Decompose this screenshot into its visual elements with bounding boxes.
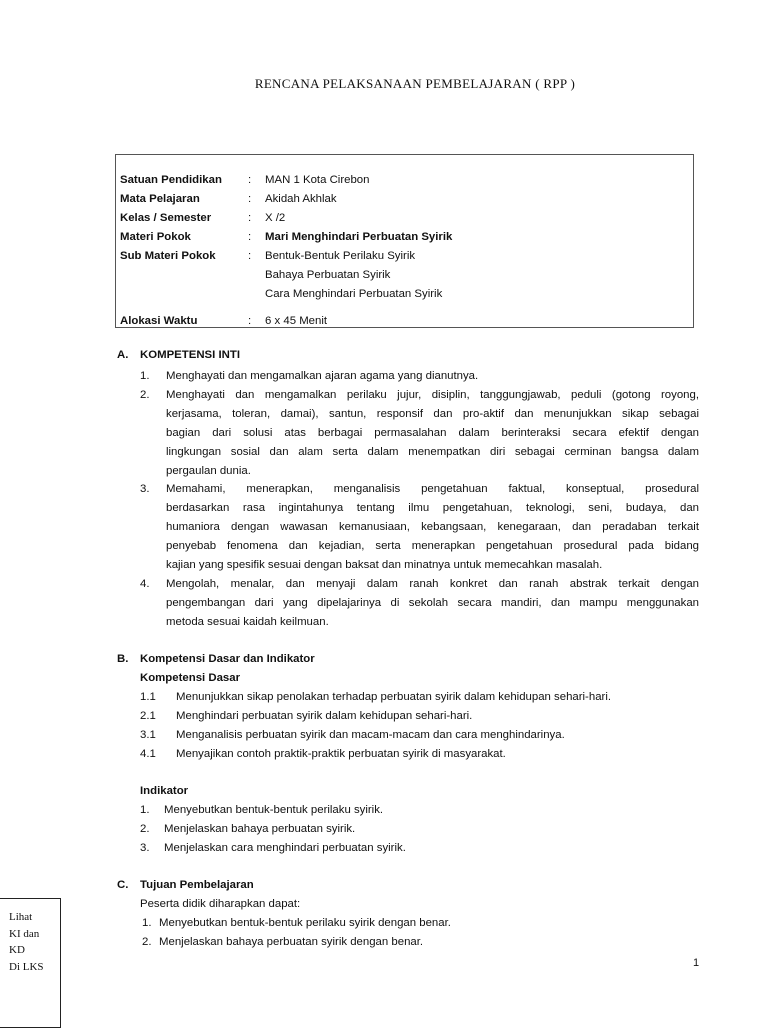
list-item: kerjasama, toleran, damai), santun, responsif dan pro-aktif dan menunjukkan sikap sebagai xyxy=(166,408,699,420)
kd-number: 1.1 xyxy=(140,691,156,703)
list-item: Mengolah, menalar, dan menyaji dalam ranah konkret dan ranah abstrak terkait dengan xyxy=(166,578,699,590)
info-value: 6 x 45 Menit xyxy=(265,315,328,327)
list-number: 3. xyxy=(140,483,150,495)
margin-note-line: Lihat xyxy=(9,911,33,923)
margin-note-line: Di LKS xyxy=(9,960,44,973)
kd-item: Menganalisis perbuatan syirik dan macam-macam dan cara menghindarinya. xyxy=(176,729,565,741)
indicator-number: 1. xyxy=(140,804,150,816)
objective-number: 1. xyxy=(142,917,152,929)
subsection-heading: Indikator xyxy=(140,785,189,797)
margin-note-line: KI dan xyxy=(9,927,40,940)
objective-number: 2. xyxy=(142,936,152,948)
info-colon: : xyxy=(248,250,252,262)
info-value: Akidah Akhlak xyxy=(265,193,337,205)
section-heading: Tujuan Pembelajaran xyxy=(140,879,254,891)
list-item: Menghayati dan mengamalkan ajaran agama yang dianutnya. xyxy=(166,370,479,382)
list-item: kajian yang spesifik sesuai dengan baksat dan minatnya untuk memecahkan masalah. xyxy=(166,559,603,571)
subsection-heading: Kompetensi Dasar xyxy=(140,672,241,684)
list-item: Memahami, menerapkan, menganalisis pengetahuan faktual, konseptual, prosedural xyxy=(166,483,699,495)
info-label: Materi Pokok xyxy=(120,231,191,243)
indicator-number: 3. xyxy=(140,842,150,854)
kd-number: 4.1 xyxy=(140,748,156,760)
info-colon: : xyxy=(248,212,252,224)
info-label: Mata Pelajaran xyxy=(120,193,200,205)
info-value: Mari Menghindari Perbuatan Syirik xyxy=(265,231,453,243)
kd-number: 3.1 xyxy=(140,729,156,741)
section-letter: B. xyxy=(117,653,129,665)
info-colon: : xyxy=(248,174,252,186)
indicator-item: Menjelaskan bahaya perbuatan syirik. xyxy=(164,823,356,835)
objective-item: Menyebutkan bentuk-bentuk perilaku syirik dengan benar. xyxy=(159,917,451,929)
info-value: Bahaya Perbuatan Syirik xyxy=(265,269,391,281)
document-title: RENCANA PELAKSANAAN PEMBELAJARAN ( RPP ) xyxy=(254,76,576,91)
list-item: Menghayati dan mengamalkan perilaku jujur, disiplin, tanggungjawab, peduli (gotong royong, xyxy=(166,389,699,401)
margin-note-line: KD xyxy=(9,944,25,956)
list-number: 1. xyxy=(140,370,150,382)
list-item: humaniora dengan wawasan kemanusiaan, kebangsaan, kenegaraan, dan peradaban terkait xyxy=(166,521,699,533)
info-colon: : xyxy=(248,315,252,327)
info-label: Sub Materi Pokok xyxy=(120,250,216,262)
info-label: Alokasi Waktu xyxy=(120,315,198,327)
list-item: berdasarkan rasa ingintahunya tentang ilmu pengetahuan, teknologi, seni, budaya, dan xyxy=(166,502,699,514)
list-number: 4. xyxy=(140,578,150,590)
indicator-item: Menyebutkan bentuk-bentuk perilaku syirik. xyxy=(164,804,384,816)
list-number: 2. xyxy=(140,389,150,401)
list-item: bagian dari solusi atas berbagai permasalahan dalam berinteraksi secara efektif dengan xyxy=(166,427,699,439)
list-item: metoda sesuai kaidah keilmuan. xyxy=(166,616,329,628)
kd-number: 2.1 xyxy=(140,710,156,722)
section-heading: Kompetensi Dasar dan Indikator xyxy=(140,653,315,665)
indicator-number: 2. xyxy=(140,823,150,835)
section-heading: KOMPETENSI INTI xyxy=(140,349,240,361)
info-label: Satuan Pendidikan xyxy=(120,174,222,186)
list-item: penyebab fenomena dan kejadian, serta menerapkan pengetahuan prosedural pada bidang xyxy=(166,540,699,552)
info-value: MAN 1 Kota Cirebon xyxy=(265,174,370,186)
margin-note-box xyxy=(0,898,61,1028)
kd-item: Menghindari perbuatan syirik dalam kehidupan sehari-hari. xyxy=(176,710,473,722)
kd-item: Menunjukkan sikap penolakan terhadap perbuatan syirik dalam kehidupan sehari-hari. xyxy=(176,691,612,703)
kd-item: Menyajikan contoh praktik-praktik perbuatan syirik di masyarakat. xyxy=(176,748,506,760)
section-intro: Peserta didik diharapkan dapat: xyxy=(140,898,301,910)
page-number: 1 xyxy=(693,957,700,969)
list-item: pergaulan dunia. xyxy=(166,465,251,477)
objective-item: Menjelaskan bahaya perbuatan syirik dengan benar. xyxy=(159,936,424,948)
identity-box xyxy=(115,154,694,328)
indicator-item: Menjelaskan cara menghindari perbuatan syirik. xyxy=(164,842,406,854)
info-colon: : xyxy=(248,193,252,205)
section-letter: A. xyxy=(117,349,129,361)
list-item: lingkungan sosial dan alam serta dalam menempatkan diri sebagai cerminan bangsa dalam xyxy=(166,446,699,458)
info-value: X /2 xyxy=(265,212,286,224)
info-colon: : xyxy=(248,231,252,243)
list-item: pengembangan dari yang dipelajarinya di sekolah secara mandiri, dan mampu menggunakan xyxy=(166,597,699,609)
section-letter: C. xyxy=(117,879,129,891)
info-value: Bentuk-Bentuk Perilaku Syirik xyxy=(265,250,416,262)
info-label: Kelas / Semester xyxy=(120,212,212,224)
info-value: Cara Menghindari Perbuatan Syirik xyxy=(265,288,443,300)
